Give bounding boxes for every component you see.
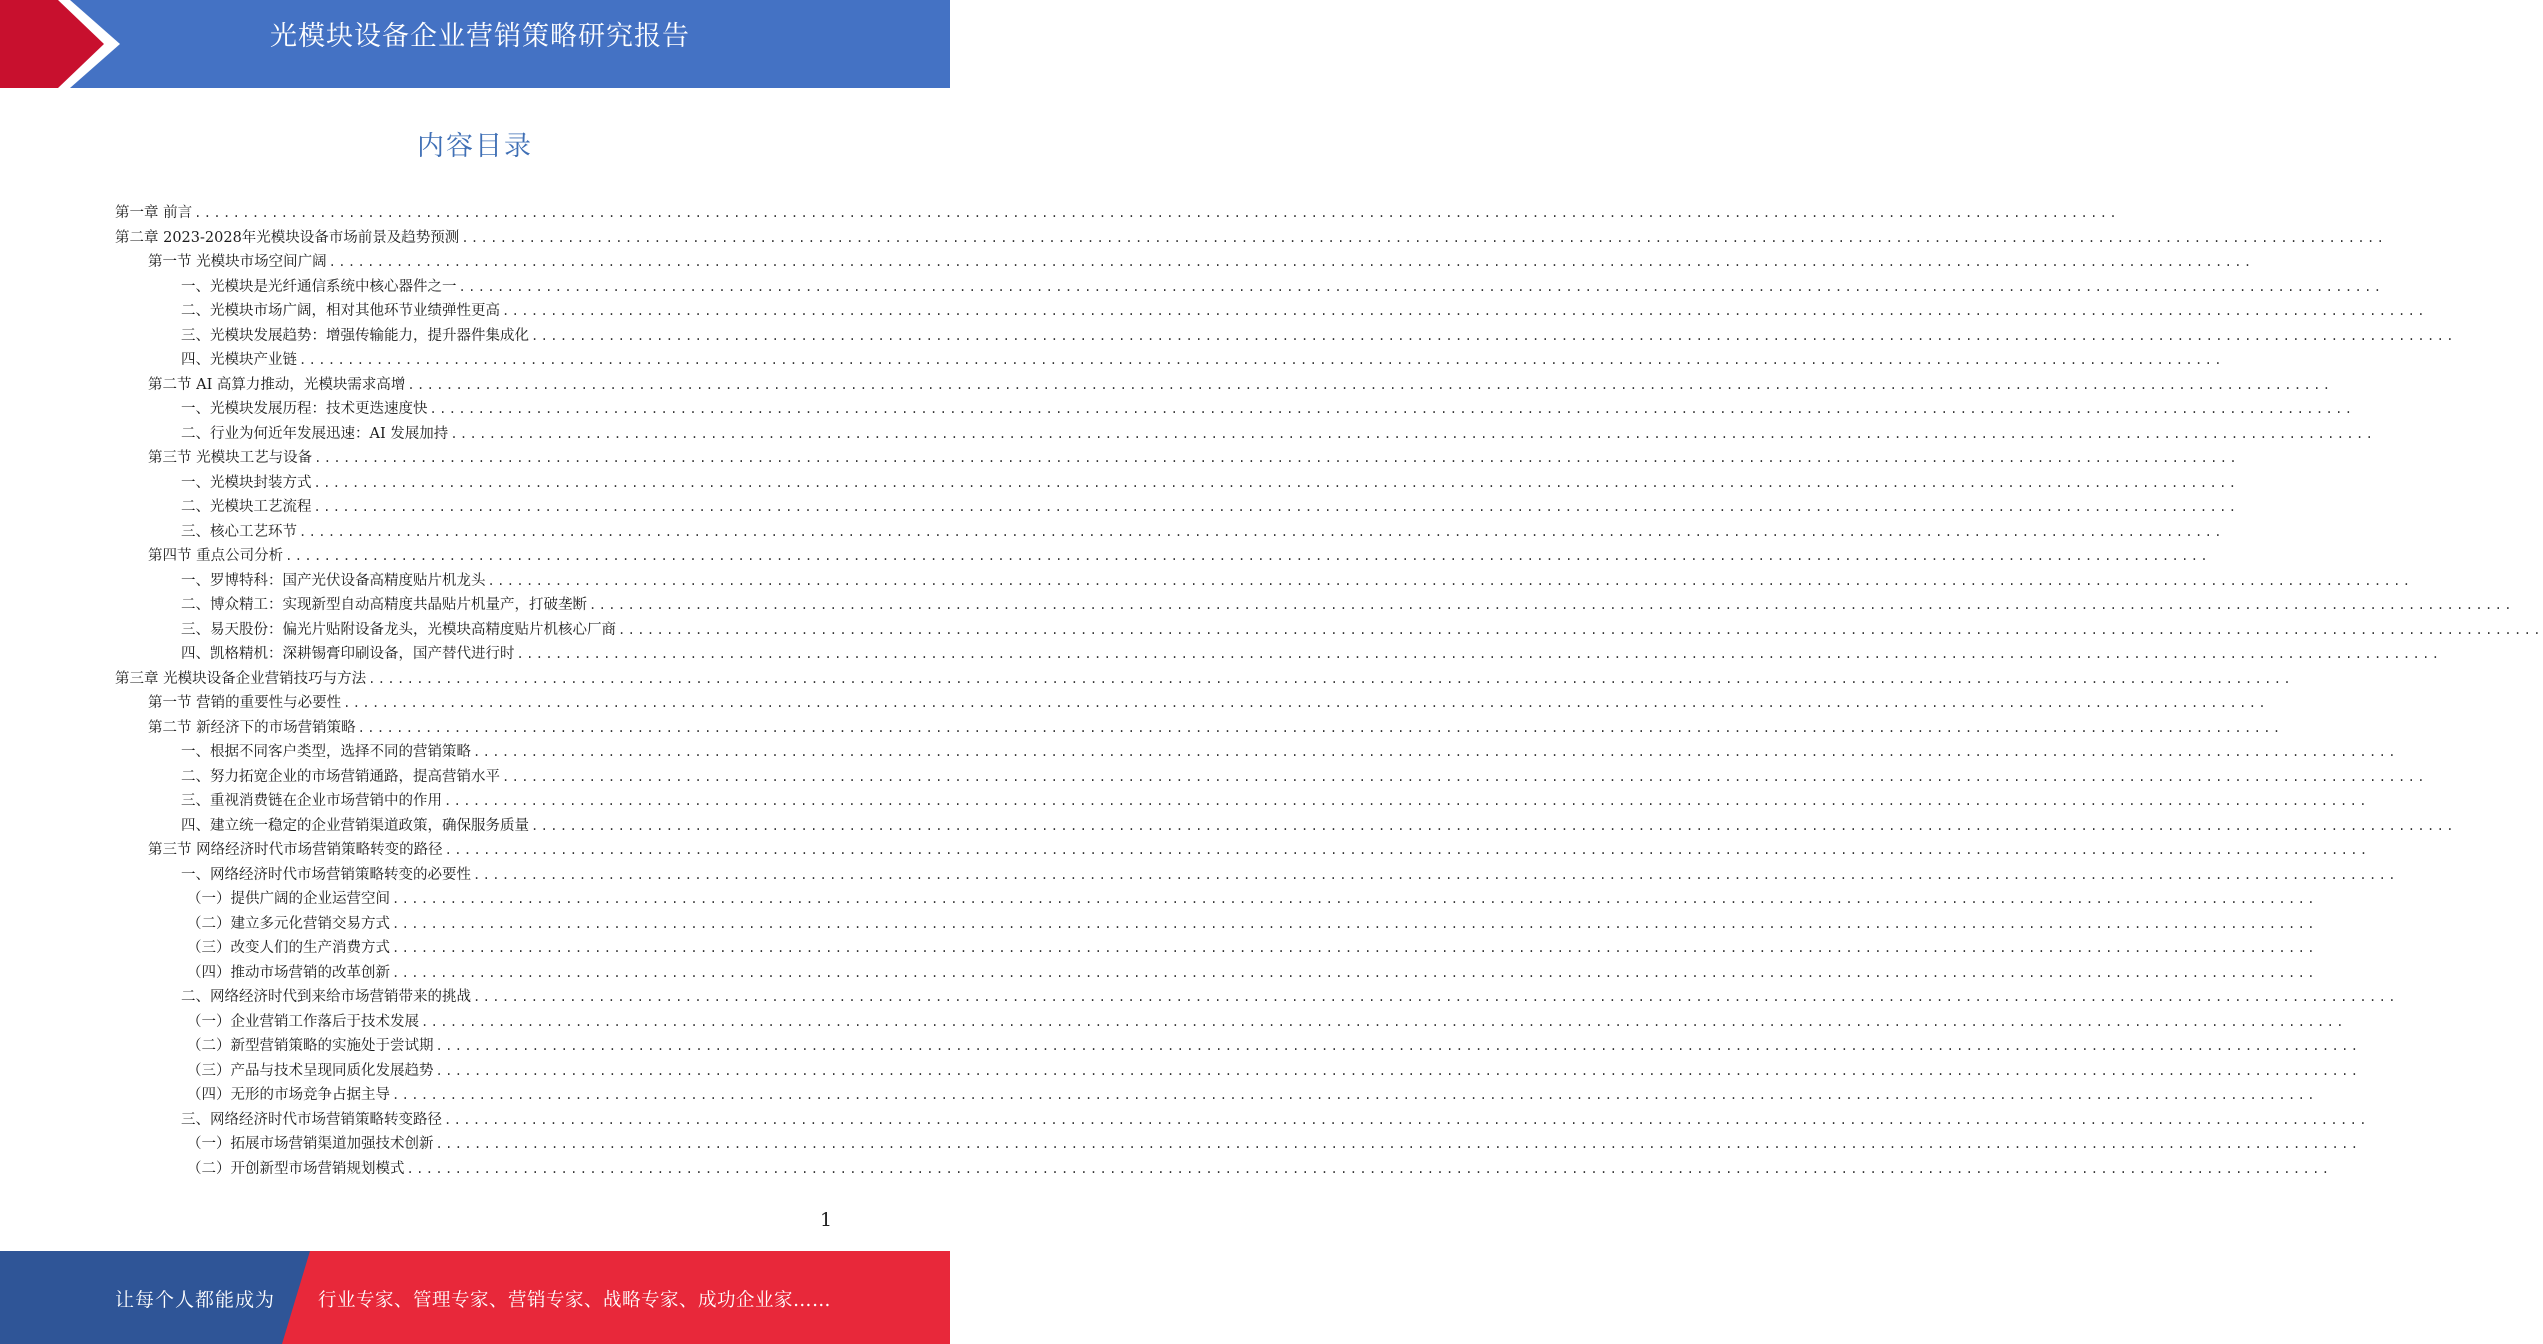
toc-leader-dots: ........................................................................................................................................................................................................ — [392, 1088, 2317, 1102]
toc-leader-dots: ........................................................................................................................................................................................................ — [502, 769, 2427, 784]
toc-leader-dots: ........................................................................................................................................................................................................ — [458, 279, 2384, 294]
toc-leader-dots: ........................................................................................................................................................................................................ — [473, 745, 2398, 759]
toc-entry[interactable] — [0, 299, 2427, 324]
toc-leader-dots: ........................................................................................................................................................................................................ — [461, 230, 2387, 245]
toc-entry[interactable] — [0, 324, 2456, 349]
toc-entry-text: （四）推动市场营销的改革创新 — [187, 964, 390, 981]
toc-entry[interactable] — [0, 520, 2224, 545]
footer-slogan-right: 行业专家、管理专家、营销专家、战略专家、成功企业家…… — [318, 1290, 832, 1311]
toc-entry[interactable] — [0, 667, 2294, 692]
toc-entry[interactable] — [0, 250, 2254, 275]
toc-leader-dots: ........................................................................................................................................................................................................ — [473, 867, 2398, 882]
toc-entry[interactable] — [0, 569, 2413, 594]
toc-entry[interactable] — [0, 226, 2387, 251]
toc-leader-dots: ........................................................................................................................................................................................................ — [313, 475, 2239, 490]
table-of-contents — [0, 201, 2543, 1181]
toc-entry[interactable] — [0, 618, 2543, 643]
toc-entry[interactable] — [0, 1059, 2361, 1084]
toc-entry-text: 一、光模块是光纤通信系统中核心器件之一 — [181, 278, 457, 295]
toc-entry[interactable] — [0, 961, 2317, 986]
toc-entry[interactable] — [0, 691, 2269, 716]
toc-entry[interactable] — [0, 1083, 2317, 1108]
toc-entry-text: 第二节 新经济下的市场营销策略 — [148, 719, 356, 736]
toc-entry-text: （二）开创新型市场营销规划模式 — [187, 1160, 405, 1177]
toc-leader-dots: ........................................................................................................................................................................................................ — [435, 1063, 2361, 1078]
toc-entry[interactable] — [0, 397, 2355, 422]
toc-leader-dots: ........................................................................................................................................................................................................ — [285, 549, 2211, 563]
toc-entry-text: （一）提供广阔的企业运营空间 — [187, 891, 390, 907]
toc-entry-text: 二、努力拓宽企业的市场营销通路，提高营销水平 — [181, 768, 500, 785]
toc-leader-dots: ........................................................................................................................................................................................................ — [589, 598, 2514, 612]
toc-leader-dots: ........................................................................................................................................................................................................ — [392, 916, 2317, 931]
toc-entry[interactable] — [0, 740, 2398, 765]
toc-entry[interactable] — [0, 495, 2239, 520]
toc-entry-text: （一）拓展市场营销渠道加强技术创新 — [187, 1136, 434, 1152]
toc-entry[interactable] — [0, 373, 2333, 398]
toc-entry[interactable] — [0, 814, 2456, 839]
toc-leader-dots: ........................................................................................................................................................................................................ — [421, 1014, 2346, 1029]
toc-leader-dots: ........................................................................................................................................................................................................ — [502, 304, 2427, 318]
toc-entry-text: 二、行业为何近年发展迅速：AI 发展加持 — [181, 425, 449, 442]
toc-entry-text: 第一节 营销的重要性与必要性 — [148, 695, 342, 711]
page-number: 1 — [820, 1209, 833, 1231]
toc-leader-dots: ........................................................................................................................................................................................................ — [357, 720, 2283, 735]
toc-entry-text: 第一节 光模块市场空间广阔 — [148, 254, 327, 270]
toc-entry[interactable] — [0, 838, 2370, 863]
toc-leader-dots: ........................................................................................................................................................................................................ — [516, 647, 2442, 661]
toc-leader-dots: ........................................................................................................................................................................................................ — [444, 843, 2370, 857]
toc-entry-text: （一）企业营销工作落后于技术发展 — [187, 1013, 419, 1030]
page-header — [0, 0, 950, 88]
toc-entry-text: 二、网络经济时代到来给市场营销带来的挑战 — [181, 989, 471, 1005]
toc-leader-dots: ........................................................................................................................................................................................................ — [487, 573, 2413, 588]
toc-leader-dots: ........................................................................................................................................................................................................ — [328, 255, 2254, 269]
toc-entry[interactable] — [0, 765, 2427, 790]
toc-entry-text: 一、光模块发展历程：技术更迭速度快 — [181, 401, 428, 417]
toc-entry-text: 二、博众精工：实现新型自动高精度共晶贴片机量产，打破垄断 — [181, 597, 587, 613]
toc-entry-text: 三、重视消费链在企业市场营销中的作用 — [181, 793, 442, 809]
toc-entry[interactable] — [0, 275, 2384, 300]
toc-entry[interactable] — [0, 1157, 2332, 1182]
toc-entry[interactable] — [0, 716, 2283, 741]
toc-leader-dots: ........................................................................................................................................................................................................ — [531, 328, 2456, 343]
toc-entry-text: 三、易天股份：偏光片贴附设备龙头，光模块高精度贴片机核心厂商 — [181, 621, 616, 638]
toc-entry-text: 一、根据不同客户类型，选择不同的营销策略 — [181, 744, 471, 760]
toc-entry-text: 第二节 AI 高算力推动，光模块需求高增 — [148, 376, 406, 393]
toc-entry-text: 一、光模块封装方式 — [181, 474, 312, 491]
toc-leader-dots: ........................................................................................................................................................................................................ — [429, 402, 2355, 416]
toc-entry-text: 三、光模块发展趋势：增强传输能力，提升器件集成化 — [181, 327, 529, 344]
toc-entry[interactable] — [0, 642, 2442, 667]
toc-heading: 内容目录 — [417, 131, 533, 162]
toc-entry[interactable] — [0, 1034, 2361, 1059]
toc-entry-text: （二）新型营销策略的实施处于尝试期 — [187, 1038, 434, 1054]
report-title: 光模块设备企业营销策略研究报告 — [270, 21, 690, 52]
toc-leader-dots: ........................................................................................................................................................................................................ — [392, 941, 2317, 955]
toc-entry-text: 二、光模块工艺流程 — [181, 499, 312, 515]
toc-leader-dots: ........................................................................................................................................................................................................ — [313, 500, 2239, 514]
toc-entry[interactable] — [0, 789, 2369, 814]
toc-leader-dots: ........................................................................................................................................................................................................ — [343, 696, 2269, 710]
toc-entry-text: （三）产品与技术呈现同质化发展趋势 — [187, 1062, 434, 1079]
toc-leader-dots: ........................................................................................................................................................................................................ — [618, 622, 2543, 637]
toc-entry[interactable] — [0, 887, 2317, 912]
toc-entry-text: 第一章 前言 — [115, 205, 193, 221]
toc-entry[interactable] — [0, 348, 2224, 373]
toc-entry-text: 第二章 2023-2028年光模块设备市场前景及趋势预测 — [115, 229, 460, 246]
toc-entry-text: 四、凯格精机：深耕锡膏印刷设备，国产替代进行时 — [181, 646, 515, 662]
toc-leader-dots: ........................................................................................................................................................................................................ — [194, 206, 2120, 220]
page-footer — [0, 1251, 950, 1344]
toc-entry[interactable] — [0, 422, 2376, 447]
toc-leader-dots: ........................................................................................................................................................................................................ — [444, 794, 2369, 808]
toc-leader-dots: ........................................................................................................................................................................................................ — [406, 1161, 2332, 1176]
footer-slogan-left: 让每个人都能成为 — [115, 1289, 276, 1311]
toc-entry[interactable] — [0, 471, 2239, 496]
toc-entry-text: 第三节 网络经济时代市场营销策略转变的路径 — [148, 842, 443, 858]
toc-entry[interactable] — [0, 985, 2398, 1010]
toc-entry-text: （三）改变人们的生产消费方式 — [187, 940, 390, 956]
toc-entry[interactable] — [0, 446, 2240, 471]
toc-leader-dots: ........................................................................................................................................................................................................ — [314, 451, 2240, 465]
toc-entry-text: 三、核心工艺环节 — [181, 523, 297, 540]
toc-entry-text: 四、光模块产业链 — [181, 352, 297, 368]
toc-entry-text: 一、网络经济时代市场营销策略转变的必要性 — [181, 866, 471, 883]
toc-leader-dots: ........................................................................................................................................................................................................ — [299, 524, 2224, 539]
toc-entry-text: （四）无形的市场竞争占据主导 — [187, 1087, 390, 1103]
toc-entry-text: 三、网络经济时代市场营销策略转变路径 — [181, 1111, 442, 1128]
toc-leader-dots: ........................................................................................................................................................................................................ — [407, 377, 2333, 392]
toc-entry[interactable] — [0, 1108, 2369, 1133]
toc-entry[interactable] — [0, 1010, 2346, 1035]
toc-entry-text: 一、罗博特科：国产光伏设备高精度贴片机龙头 — [181, 572, 486, 589]
toc-entry-text: 四、建立统一稳定的企业营销渠道政策，确保服务质量 — [181, 817, 529, 834]
toc-entry-text: 第三节 光模块工艺与设备 — [148, 450, 313, 466]
toc-entry[interactable] — [0, 863, 2398, 888]
toc-entry-text: 二、光模块市场广阔，相对其他环节业绩弹性更高 — [181, 303, 500, 319]
toc-entry[interactable] — [0, 544, 2211, 569]
toc-entry-text: （二）建立多元化营销交易方式 — [187, 915, 390, 932]
toc-leader-dots: ........................................................................................................................................................................................................ — [435, 1137, 2361, 1151]
toc-leader-dots: ........................................................................................................................................................................................................ — [368, 671, 2294, 686]
toc-leader-dots: ........................................................................................................................................................................................................ — [473, 990, 2398, 1004]
toc-leader-dots: ........................................................................................................................................................................................................ — [299, 353, 2224, 367]
toc-entry-text: 第三章 光模块设备企业营销技巧与方法 — [115, 670, 367, 687]
toc-leader-dots: ........................................................................................................................................................................................................ — [450, 426, 2376, 441]
toc-leader-dots: ........................................................................................................................................................................................................ — [392, 965, 2317, 980]
toc-entry-text: 第四节 重点公司分析 — [148, 548, 284, 564]
toc-leader-dots: ........................................................................................................................................................................................................ — [435, 1039, 2361, 1053]
toc-entry[interactable] — [0, 936, 2317, 961]
toc-leader-dots: ........................................................................................................................................................................................................ — [531, 818, 2456, 833]
toc-entry[interactable] — [0, 1132, 2361, 1157]
toc-leader-dots: ........................................................................................................................................................................................................ — [444, 1112, 2369, 1127]
toc-leader-dots: ........................................................................................................................................................................................................ — [392, 892, 2317, 906]
toc-entry[interactable] — [0, 201, 2120, 226]
toc-entry[interactable] — [0, 912, 2317, 937]
toc-entry[interactable] — [0, 593, 2514, 618]
